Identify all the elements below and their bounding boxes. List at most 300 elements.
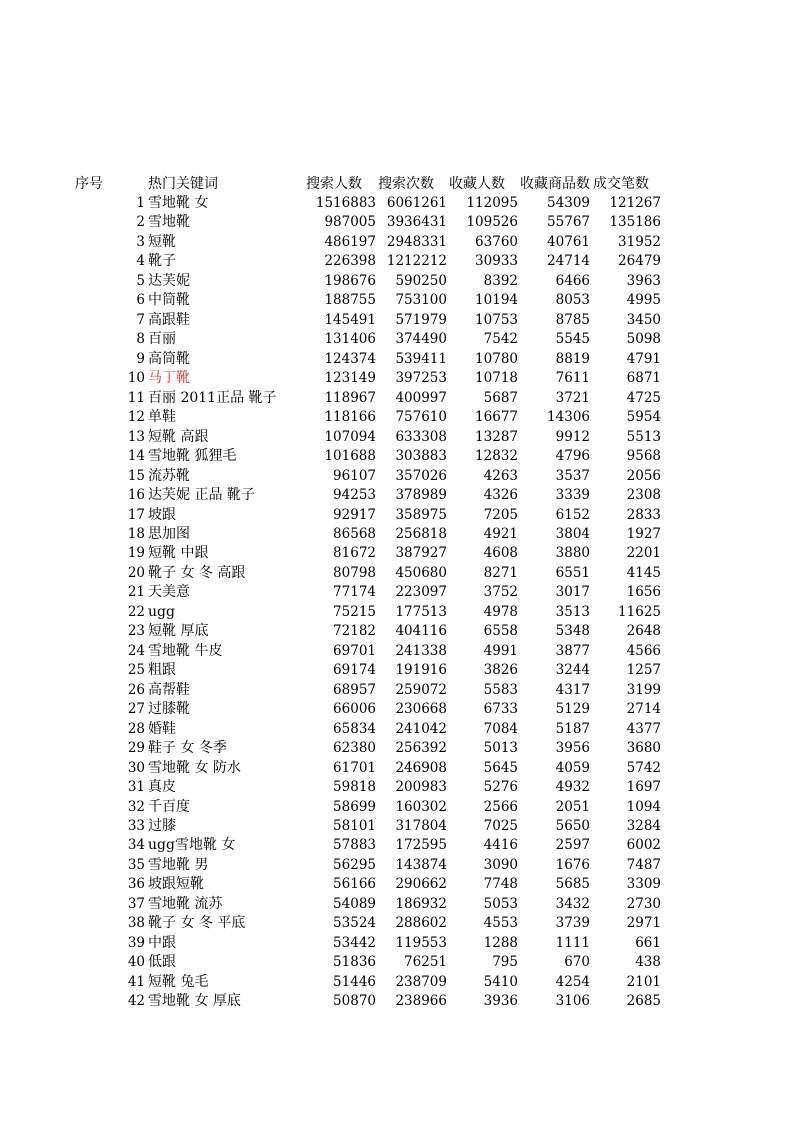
row-deals: 121267 bbox=[609, 195, 661, 211]
row-keyword: 粗跟 bbox=[148, 662, 176, 679]
row-deals: 3963 bbox=[626, 272, 661, 289]
row-searchers: 94253 bbox=[333, 487, 376, 504]
row-searches: 357026 bbox=[395, 467, 447, 484]
row-keyword: 高跟鞋 bbox=[148, 311, 190, 328]
row-searchers: 69174 bbox=[333, 662, 376, 679]
table-row bbox=[0, 992, 794, 1011]
row-index: 2 bbox=[136, 214, 145, 231]
row-index: 5 bbox=[136, 272, 145, 289]
row-deals: 3680 bbox=[626, 740, 661, 757]
row-searches: 191916 bbox=[395, 662, 447, 679]
table-row bbox=[0, 875, 794, 894]
row-searches: 450680 bbox=[395, 564, 447, 581]
row-favorited-items: 1111 bbox=[555, 934, 590, 951]
row-favorited-items: 3880 bbox=[555, 545, 590, 562]
row-searchers: 131406 bbox=[324, 331, 376, 348]
row-deals: 7487 bbox=[626, 856, 661, 873]
row-favorited-items: 3432 bbox=[555, 895, 590, 912]
row-searches: 76251 bbox=[404, 954, 447, 971]
row-deals: 2201 bbox=[626, 545, 661, 562]
row-searchers: 124374 bbox=[324, 350, 376, 367]
row-deals: 1656 bbox=[626, 584, 661, 601]
row-index: 6 bbox=[136, 292, 145, 309]
row-deals: 5513 bbox=[626, 428, 661, 445]
row-searchers: 80798 bbox=[333, 564, 376, 581]
row-index: 38 bbox=[127, 915, 145, 932]
row-searches: 571979 bbox=[395, 311, 447, 328]
table-row bbox=[0, 661, 794, 680]
row-index: 20 bbox=[127, 564, 145, 581]
row-index: 1 bbox=[136, 195, 145, 211]
row-favorited-items: 6466 bbox=[555, 272, 590, 289]
row-deals: 4145 bbox=[626, 564, 661, 581]
table-row bbox=[0, 798, 794, 817]
row-index: 21 bbox=[127, 584, 145, 601]
row-searchers: 57883 bbox=[333, 837, 376, 854]
row-index: 17 bbox=[127, 506, 145, 523]
row-favoriters: 8271 bbox=[483, 564, 518, 581]
header-searches: 搜索次数 bbox=[378, 176, 434, 192]
row-keyword: 千百度 bbox=[148, 798, 190, 815]
row-deals: 1257 bbox=[626, 662, 661, 679]
row-searches: 246908 bbox=[395, 759, 447, 776]
row-deals: 11625 bbox=[618, 603, 661, 620]
row-index: 7 bbox=[136, 311, 145, 328]
row-keyword: 雪地靴 bbox=[148, 214, 190, 231]
row-index: 15 bbox=[127, 467, 145, 484]
row-deals: 5954 bbox=[626, 409, 661, 426]
row-searches: 143874 bbox=[395, 856, 447, 873]
row-favorited-items: 3106 bbox=[555, 993, 590, 1010]
row-searches: 186932 bbox=[395, 895, 447, 912]
row-favorited-items: 8785 bbox=[555, 311, 590, 328]
row-searches: 753100 bbox=[395, 292, 447, 309]
row-deals: 2730 bbox=[626, 895, 661, 912]
row-searches: 397253 bbox=[395, 370, 447, 387]
table-row bbox=[0, 252, 794, 271]
row-searchers: 101688 bbox=[324, 448, 376, 465]
table-row bbox=[0, 428, 794, 447]
row-favoriters: 4553 bbox=[483, 915, 518, 932]
row-index: 33 bbox=[127, 818, 145, 834]
row-index: 16 bbox=[127, 487, 145, 504]
row-favoriters: 6733 bbox=[483, 701, 518, 718]
row-searchers: 145491 bbox=[324, 311, 376, 328]
row-favorited-items: 5685 bbox=[555, 876, 590, 893]
row-searches: 259072 bbox=[395, 681, 447, 698]
row-searchers: 50870 bbox=[333, 993, 376, 1010]
row-index: 3 bbox=[136, 233, 145, 250]
row-index: 35 bbox=[127, 856, 145, 873]
row-favorited-items: 3244 bbox=[555, 662, 590, 679]
row-index: 27 bbox=[127, 701, 145, 718]
row-keyword: 中筒靴 bbox=[148, 292, 190, 309]
table-row bbox=[0, 389, 794, 408]
row-favoriters: 30933 bbox=[475, 253, 518, 270]
row-keyword: 雪地靴 女 bbox=[148, 195, 209, 211]
row-favoriters: 6558 bbox=[483, 623, 518, 640]
table-row bbox=[0, 544, 794, 563]
row-deals: 6871 bbox=[626, 370, 661, 387]
row-keyword: 百丽 2011正品 靴子 bbox=[148, 389, 277, 406]
row-favorited-items: 14306 bbox=[547, 409, 590, 426]
row-keyword: 雪地靴 牛皮 bbox=[148, 642, 223, 659]
row-searches: 241042 bbox=[395, 720, 447, 737]
header-index: 序号 bbox=[75, 176, 103, 192]
row-searches: 387927 bbox=[395, 545, 447, 562]
table-row bbox=[0, 642, 794, 661]
row-favoriters: 16677 bbox=[475, 409, 518, 426]
row-index: 11 bbox=[127, 389, 145, 406]
header-searchers: 搜索人数 bbox=[306, 176, 362, 192]
row-keyword: ugg bbox=[148, 603, 175, 620]
row-favoriters: 3826 bbox=[483, 662, 518, 679]
row-deals: 2714 bbox=[626, 701, 661, 718]
row-searchers: 54089 bbox=[333, 895, 376, 912]
row-searches: 238709 bbox=[395, 973, 447, 990]
header-favoriters: 收藏人数 bbox=[449, 176, 505, 192]
row-favoriters: 5645 bbox=[483, 759, 518, 776]
keyword-table bbox=[0, 174, 794, 1012]
table-row bbox=[0, 856, 794, 875]
row-index: 31 bbox=[127, 779, 145, 796]
table-row bbox=[0, 681, 794, 700]
row-keyword: 思加图 bbox=[148, 525, 190, 542]
table-row bbox=[0, 564, 794, 583]
row-deals: 2308 bbox=[626, 487, 661, 504]
row-searchers: 198676 bbox=[324, 272, 376, 289]
row-index: 10 bbox=[127, 370, 145, 387]
table-row bbox=[0, 447, 794, 466]
row-deals: 4791 bbox=[626, 350, 661, 367]
row-keyword: 马丁靴 bbox=[148, 370, 190, 387]
row-index: 22 bbox=[127, 603, 145, 620]
row-searches: 404116 bbox=[395, 623, 447, 640]
row-index: 29 bbox=[127, 740, 145, 757]
row-deals: 31952 bbox=[618, 233, 661, 250]
row-favorited-items: 670 bbox=[564, 954, 590, 971]
row-keyword: 雪地靴 男 bbox=[148, 856, 209, 873]
row-deals: 3199 bbox=[626, 681, 661, 698]
row-favorited-items: 4254 bbox=[555, 973, 590, 990]
row-deals: 135186 bbox=[609, 214, 661, 231]
row-keyword: 过膝 bbox=[148, 818, 176, 834]
row-keyword: ugg雪地靴 女 bbox=[148, 837, 236, 854]
table-row bbox=[0, 311, 794, 330]
row-searchers: 118166 bbox=[324, 409, 376, 426]
row-searchers: 68957 bbox=[333, 681, 376, 698]
row-favorited-items: 7611 bbox=[555, 370, 590, 387]
row-favoriters: 13287 bbox=[475, 428, 518, 445]
row-keyword: 婚鞋 bbox=[148, 720, 176, 737]
row-favoriters: 1288 bbox=[483, 934, 518, 951]
row-favoriters: 5013 bbox=[483, 740, 518, 757]
row-searchers: 118967 bbox=[324, 389, 376, 406]
row-favorited-items: 3804 bbox=[555, 525, 590, 542]
table-row bbox=[0, 291, 794, 310]
row-favoriters: 7084 bbox=[483, 720, 518, 737]
row-searches: 3936431 bbox=[386, 214, 447, 231]
row-keyword: 天美意 bbox=[148, 584, 190, 601]
row-index: 26 bbox=[127, 681, 145, 698]
row-searches: 400997 bbox=[395, 389, 447, 406]
row-favorited-items: 3537 bbox=[555, 467, 590, 484]
row-index: 23 bbox=[127, 623, 145, 640]
row-favoriters: 7542 bbox=[483, 331, 518, 348]
row-keyword: 短靴 bbox=[148, 233, 176, 250]
row-favoriters: 4416 bbox=[483, 837, 518, 854]
row-searchers: 107094 bbox=[324, 428, 376, 445]
row-deals: 3284 bbox=[626, 818, 661, 834]
row-searches: 2948331 bbox=[386, 233, 447, 250]
row-keyword: 单鞋 bbox=[148, 409, 176, 426]
row-searches: 1212212 bbox=[386, 253, 447, 270]
row-favorited-items: 5650 bbox=[555, 818, 590, 834]
row-index: 13 bbox=[127, 428, 145, 445]
row-favoriters: 63760 bbox=[475, 233, 518, 250]
row-keyword: 短靴 中跟 bbox=[148, 545, 209, 562]
row-keyword: 短靴 高跟 bbox=[148, 428, 209, 445]
row-favoriters: 3090 bbox=[483, 856, 518, 873]
row-favorited-items: 3017 bbox=[555, 584, 590, 601]
row-deals: 1927 bbox=[626, 525, 661, 542]
row-index: 19 bbox=[127, 545, 145, 562]
row-favorited-items: 55767 bbox=[547, 214, 590, 231]
row-searches: 230668 bbox=[395, 701, 447, 718]
row-searches: 317804 bbox=[395, 818, 447, 834]
row-searches: 633308 bbox=[395, 428, 447, 445]
table-row bbox=[0, 953, 794, 972]
row-searchers: 86568 bbox=[333, 525, 376, 542]
row-searches: 200983 bbox=[395, 779, 447, 796]
row-favorited-items: 6551 bbox=[555, 564, 590, 581]
row-deals: 2833 bbox=[626, 506, 661, 523]
row-index: 32 bbox=[127, 798, 145, 815]
row-favorited-items: 3339 bbox=[555, 487, 590, 504]
row-favorited-items: 9912 bbox=[555, 428, 590, 445]
row-searches: 256818 bbox=[395, 525, 447, 542]
row-deals: 2101 bbox=[626, 973, 661, 990]
row-deals: 6002 bbox=[626, 837, 661, 854]
row-deals: 438 bbox=[635, 954, 661, 971]
row-searches: 374490 bbox=[395, 331, 447, 348]
row-deals: 2648 bbox=[626, 623, 661, 640]
row-searches: 241338 bbox=[395, 642, 447, 659]
row-favorited-items: 6152 bbox=[555, 506, 590, 523]
row-favoriters: 7025 bbox=[483, 818, 518, 834]
row-searches: 757610 bbox=[395, 409, 447, 426]
row-favoriters: 7205 bbox=[483, 506, 518, 523]
row-favoriters: 4326 bbox=[483, 487, 518, 504]
row-searchers: 226398 bbox=[324, 253, 376, 270]
row-searches: 6061261 bbox=[386, 195, 447, 211]
row-searchers: 66006 bbox=[333, 701, 376, 718]
row-keyword: 短靴 厚底 bbox=[148, 623, 209, 640]
row-searches: 378989 bbox=[395, 487, 447, 504]
row-favoriters: 4978 bbox=[483, 603, 518, 620]
table-row bbox=[0, 330, 794, 349]
row-searchers: 987005 bbox=[324, 214, 376, 231]
row-searches: 119553 bbox=[395, 934, 447, 951]
row-searchers: 72182 bbox=[333, 623, 376, 640]
table-row bbox=[0, 622, 794, 641]
row-keyword: 高筒靴 bbox=[148, 350, 190, 367]
table-row bbox=[0, 213, 794, 232]
row-searchers: 61701 bbox=[333, 759, 376, 776]
row-searches: 172595 bbox=[395, 837, 447, 854]
row-keyword: 雪地靴 流苏 bbox=[148, 895, 223, 912]
row-index: 42 bbox=[127, 993, 145, 1010]
row-favoriters: 5276 bbox=[483, 779, 518, 796]
row-favoriters: 4608 bbox=[483, 545, 518, 562]
row-keyword: 靴子 女 冬 高跟 bbox=[148, 564, 246, 581]
row-index: 40 bbox=[127, 954, 145, 971]
row-favorited-items: 2051 bbox=[555, 798, 590, 815]
table-row bbox=[0, 506, 794, 525]
row-favoriters: 109526 bbox=[466, 214, 518, 231]
table-row bbox=[0, 583, 794, 602]
row-favoriters: 5053 bbox=[483, 895, 518, 912]
row-favorited-items: 3739 bbox=[555, 915, 590, 932]
row-keyword: 百丽 bbox=[148, 331, 176, 348]
table-header-row bbox=[0, 174, 794, 194]
table-body bbox=[0, 194, 794, 1012]
row-searches: 177513 bbox=[395, 603, 447, 620]
row-deals: 2056 bbox=[626, 467, 661, 484]
row-searches: 223097 bbox=[395, 584, 447, 601]
row-favoriters: 10718 bbox=[475, 370, 518, 387]
row-keyword: 靴子 女 冬 平底 bbox=[148, 915, 246, 932]
row-index: 37 bbox=[127, 895, 145, 912]
row-keyword: 雪地靴 狐狸毛 bbox=[148, 448, 237, 465]
row-favoriters: 5410 bbox=[483, 973, 518, 990]
table-row bbox=[0, 895, 794, 914]
table-row bbox=[0, 408, 794, 427]
row-index: 8 bbox=[136, 331, 145, 348]
row-searchers: 51836 bbox=[333, 954, 376, 971]
table-row bbox=[0, 817, 794, 836]
row-favorited-items: 5129 bbox=[555, 701, 590, 718]
row-favoriters: 7748 bbox=[483, 876, 518, 893]
row-favoriters: 10194 bbox=[475, 292, 518, 309]
row-favorited-items: 5545 bbox=[555, 331, 590, 348]
row-keyword: 坡跟短靴 bbox=[148, 876, 204, 893]
row-index: 34 bbox=[127, 837, 145, 854]
row-keyword: 鞋子 女 冬季 bbox=[148, 740, 227, 757]
row-keyword: 中跟 bbox=[148, 934, 176, 951]
row-favoriters: 112095 bbox=[466, 195, 518, 211]
row-index: 39 bbox=[127, 934, 145, 951]
row-favoriters: 8392 bbox=[483, 272, 518, 289]
row-keyword: 雪地靴 女 厚底 bbox=[148, 993, 241, 1010]
row-searchers: 69701 bbox=[333, 642, 376, 659]
row-deals: 5742 bbox=[626, 759, 661, 776]
row-keyword: 达芙妮 正品 靴子 bbox=[148, 487, 255, 504]
row-searches: 303883 bbox=[395, 448, 447, 465]
row-searches: 290662 bbox=[395, 876, 447, 893]
row-keyword: 靴子 bbox=[148, 253, 176, 270]
row-keyword: 短靴 兔毛 bbox=[148, 973, 209, 990]
row-searches: 256392 bbox=[395, 740, 447, 757]
row-index: 28 bbox=[127, 720, 145, 737]
row-favorited-items: 4796 bbox=[555, 448, 590, 465]
row-deals: 2971 bbox=[626, 915, 661, 932]
row-deals: 2685 bbox=[626, 993, 661, 1010]
row-keyword: 高帮鞋 bbox=[148, 681, 190, 698]
table-row bbox=[0, 233, 794, 252]
row-searchers: 59818 bbox=[333, 779, 376, 796]
table-row bbox=[0, 350, 794, 369]
row-favorited-items: 40761 bbox=[547, 233, 590, 250]
row-keyword: 低跟 bbox=[148, 954, 176, 971]
table-row bbox=[0, 369, 794, 388]
row-deals: 4995 bbox=[626, 292, 661, 309]
table-row bbox=[0, 973, 794, 992]
row-keyword: 雪地靴 女 防水 bbox=[148, 759, 241, 776]
row-favoriters: 4263 bbox=[483, 467, 518, 484]
row-searchers: 92917 bbox=[333, 506, 376, 523]
row-favorited-items: 3513 bbox=[555, 603, 590, 620]
row-keyword: 真皮 bbox=[148, 779, 176, 796]
row-searchers: 65834 bbox=[333, 720, 376, 737]
row-favoriters: 10753 bbox=[475, 311, 518, 328]
table-row bbox=[0, 272, 794, 291]
table-row bbox=[0, 467, 794, 486]
row-index: 12 bbox=[127, 409, 145, 426]
row-deals: 1697 bbox=[626, 779, 661, 796]
row-deals: 4566 bbox=[626, 642, 661, 659]
row-searchers: 188755 bbox=[324, 292, 376, 309]
row-favorited-items: 5187 bbox=[555, 720, 590, 737]
table-row bbox=[0, 739, 794, 758]
row-favorited-items: 3956 bbox=[555, 740, 590, 757]
table-row bbox=[0, 778, 794, 797]
row-deals: 661 bbox=[635, 934, 661, 951]
row-favorited-items: 8819 bbox=[555, 350, 590, 367]
row-searchers: 56166 bbox=[333, 876, 376, 893]
row-keyword: 坡跟 bbox=[148, 506, 176, 523]
row-favoriters: 5687 bbox=[483, 389, 518, 406]
row-searchers: 96107 bbox=[333, 467, 376, 484]
row-deals: 4377 bbox=[626, 720, 661, 737]
header-keyword: 热门关键词 bbox=[148, 176, 218, 192]
row-searchers: 53524 bbox=[333, 915, 376, 932]
row-searchers: 58699 bbox=[333, 798, 376, 815]
table-row bbox=[0, 194, 794, 213]
row-favorited-items: 8053 bbox=[555, 292, 590, 309]
row-favorited-items: 24714 bbox=[547, 253, 590, 270]
table-row bbox=[0, 934, 794, 953]
table-row bbox=[0, 759, 794, 778]
row-favorited-items: 54309 bbox=[547, 195, 590, 211]
table-row bbox=[0, 914, 794, 933]
row-favorited-items: 4932 bbox=[555, 779, 590, 796]
row-favorited-items: 4059 bbox=[555, 759, 590, 776]
row-favoriters: 10780 bbox=[475, 350, 518, 367]
table-row bbox=[0, 486, 794, 505]
row-searches: 238966 bbox=[395, 993, 447, 1010]
row-favoriters: 4991 bbox=[483, 642, 518, 659]
row-favoriters: 795 bbox=[492, 954, 518, 971]
row-deals: 4725 bbox=[626, 389, 661, 406]
row-searchers: 56295 bbox=[333, 856, 376, 873]
row-favorited-items: 5348 bbox=[555, 623, 590, 640]
row-searchers: 77174 bbox=[333, 584, 376, 601]
row-favoriters: 12832 bbox=[475, 448, 518, 465]
row-index: 14 bbox=[127, 448, 145, 465]
table-row bbox=[0, 603, 794, 622]
row-searchers: 62380 bbox=[333, 740, 376, 757]
